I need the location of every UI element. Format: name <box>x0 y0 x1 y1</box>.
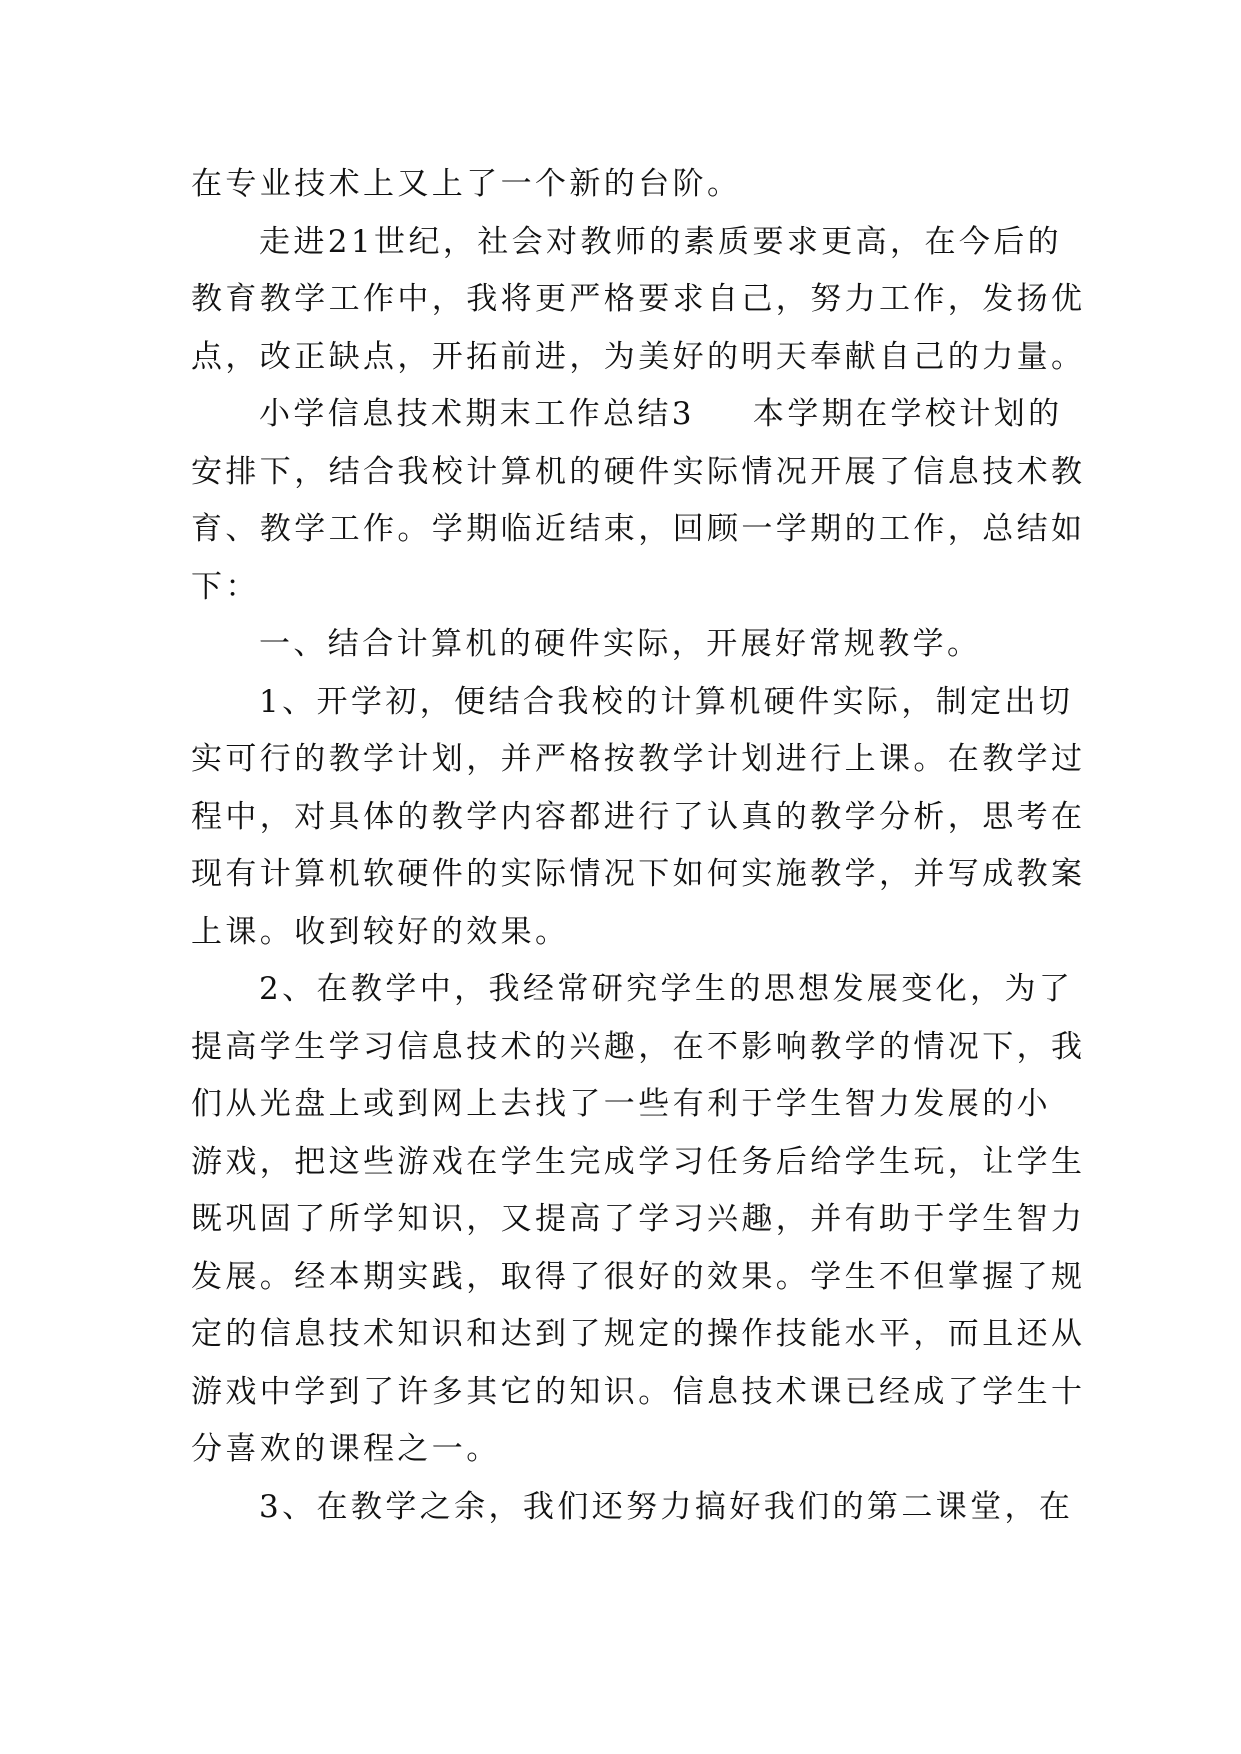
paragraph-3 <box>191 386 1086 616</box>
text-line-continuation: 本学期在学校计划的 <box>752 396 1063 432</box>
paragraph-1 <box>191 156 1051 214</box>
text-line: 一、结合计算机的硬件实际，开展好常规教学。 <box>259 626 982 662</box>
text-line: 提高学生学习信息技术的兴趣，在不影响教学的情况下，我 <box>191 1028 1086 1065</box>
paragraph-2 <box>191 214 1086 387</box>
text-line: 在专业技术上又上了一个新的台阶。 <box>191 166 742 202</box>
text-line <box>191 386 1063 444</box>
text-line: 点，改正缺点，开拓前进，为美好的明天奉献自己的力量。 <box>191 338 1086 375</box>
text-line: 3、在教学之余，我们还努力搞好我们的第二课堂，在 <box>259 1488 1074 1525</box>
text-line: 游戏中学到了许多其它的知识。信息技术课已经成了学生十 <box>191 1373 1086 1410</box>
text-line: 们从光盘上或到网上去找了一些有利于学生智力发展的小 <box>191 1086 1051 1122</box>
text-line: 发展。经本期实践，取得了很好的效果。学生不但掌握了规 <box>191 1258 1086 1295</box>
paragraph-7 <box>191 1479 1074 1537</box>
text-line: 教育教学工作中，我将更严格要求自己，努力工作，发扬优 <box>191 281 1086 317</box>
text-line: 实可行的教学计划，并严格按教学计划进行上课。在教学过 <box>191 741 1086 777</box>
text-line: 下： <box>191 568 260 605</box>
section-heading: 小学信息技术期末工作总结3 <box>259 396 695 432</box>
paragraph-6 <box>191 961 1086 1479</box>
text-line: 育、教学工作。学期临近结束，回顾一学期的工作，总结如 <box>191 511 1086 547</box>
text-line: 走进21世纪，社会对教师的素质要求更高，在今后的 <box>259 223 1063 260</box>
text-line: 安排下，结合我校计算机的硬件实际情况开展了信息技术教 <box>191 453 1086 490</box>
paragraph-5 <box>191 674 1086 962</box>
text-line: 上课。收到较好的效果。 <box>191 913 570 950</box>
text-line: 分喜欢的课程之一。 <box>191 1431 501 1467</box>
text-line: 定的信息技术知识和达到了规定的操作技能水平，而且还从 <box>191 1316 1086 1352</box>
text-line: 程中，对具体的教学内容都进行了认真的教学分析，思考在 <box>191 798 1086 835</box>
text-line: 游戏，把这些游戏在学生完成学习任务后给学生玩，让学生 <box>191 1143 1086 1180</box>
text-line: 现有计算机软硬件的实际情况下如何实施教学，并写成教案 <box>191 856 1086 892</box>
text-line: 1、开学初，便结合我校的计算机硬件实际，制定出切 <box>259 683 1074 720</box>
text-line: 2、在教学中，我经常研究学生的思想发展变化，为了 <box>259 971 1074 1007</box>
paragraph-4 <box>191 616 1051 674</box>
document-body <box>191 156 1086 1536</box>
text-line: 既巩固了所学知识，又提高了学习兴趣，并有助于学生智力 <box>191 1201 1086 1237</box>
